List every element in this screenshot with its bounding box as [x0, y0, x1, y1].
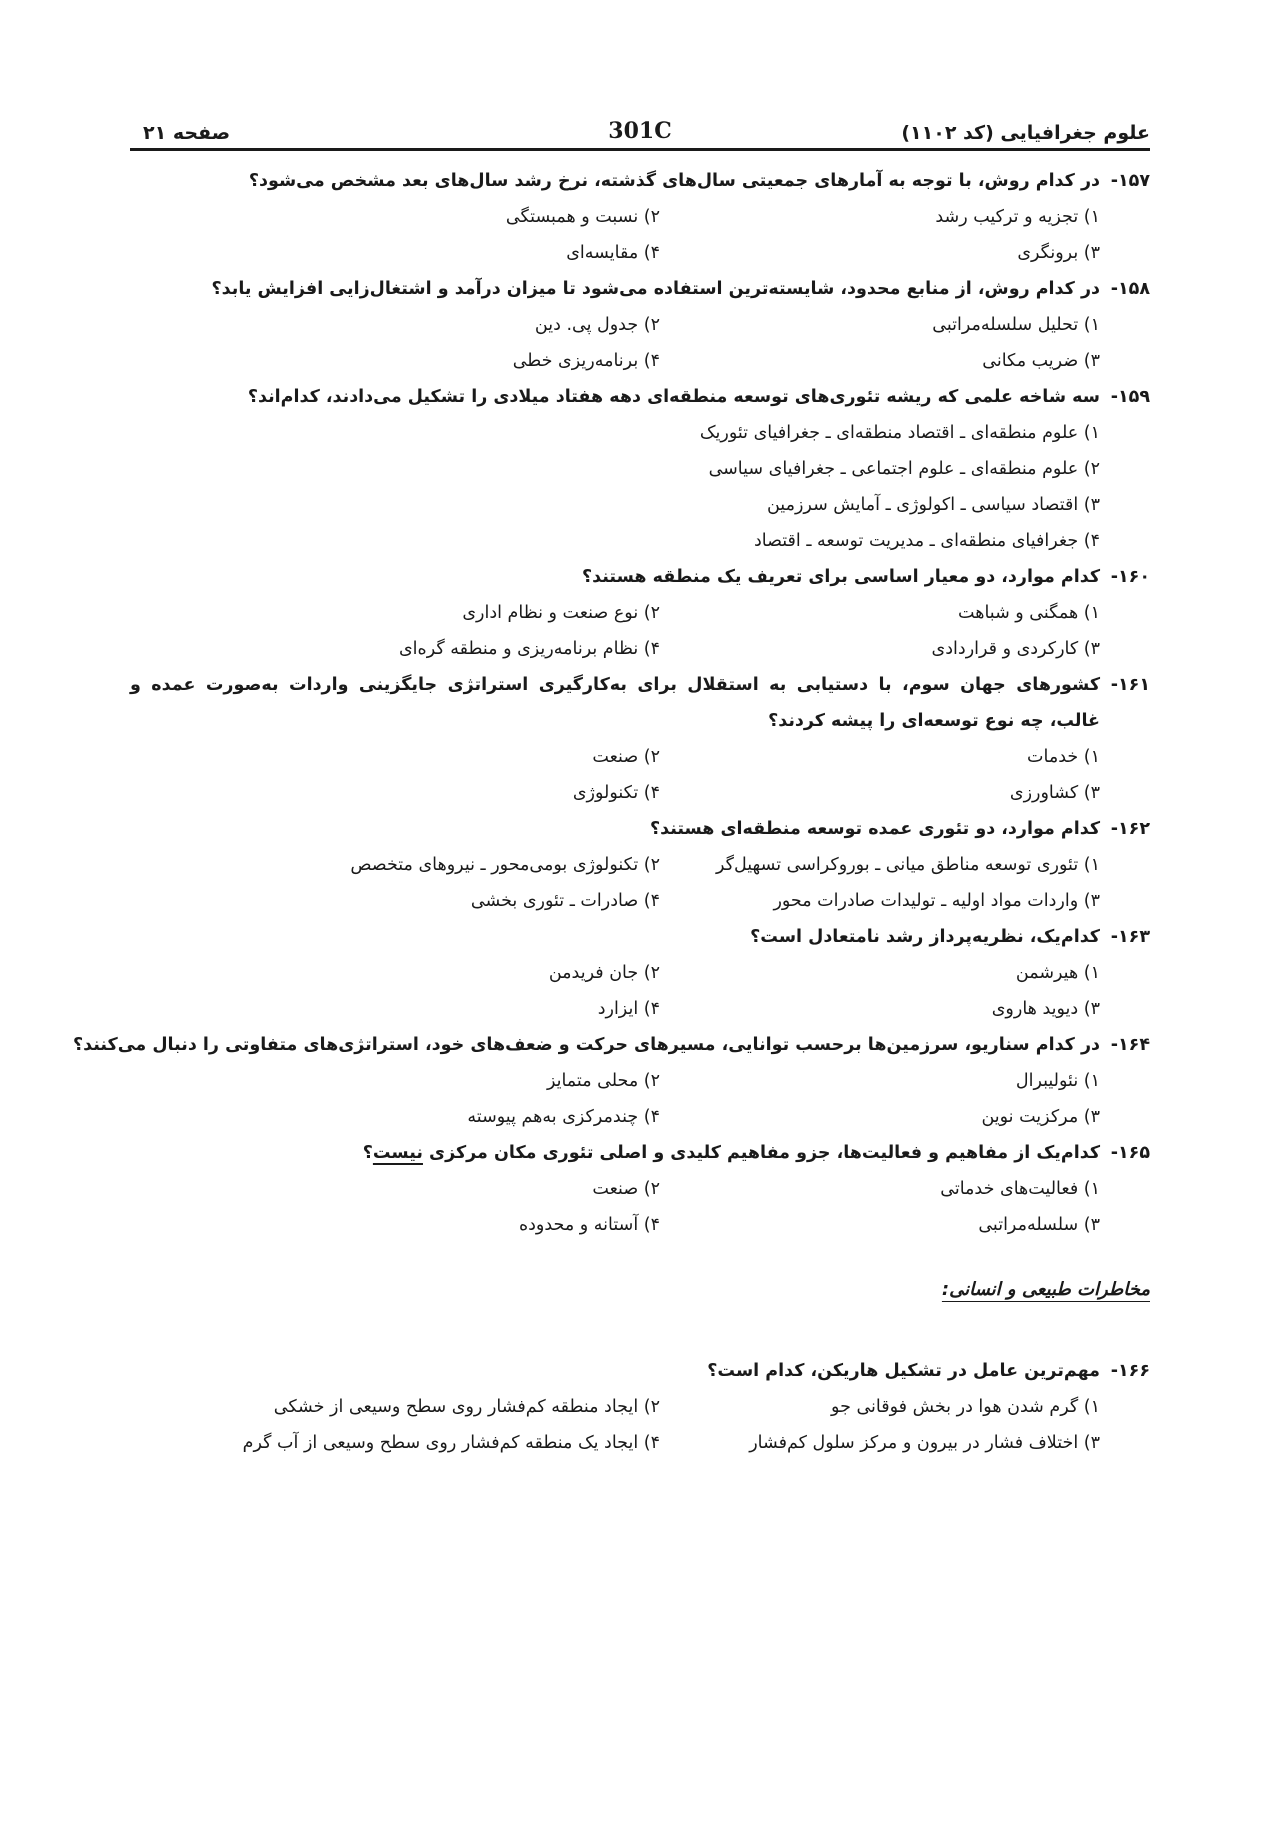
option-3[interactable]: ۳) برونگری	[1017, 243, 1100, 263]
option-4[interactable]: ۴) نظام برنامه‌ریزی و منطقه گره‌ای	[398, 639, 660, 659]
question-number: ۱۵۷-	[1110, 171, 1150, 191]
option-1[interactable]: ۱) گرم شدن هوا در بخش فوقانی جو	[831, 1397, 1100, 1417]
question-158	[130, 271, 1150, 379]
option-3[interactable]: ۳) کشاورزی	[1009, 783, 1100, 803]
option-2[interactable]: ۲) محلی متمایز	[546, 1071, 660, 1091]
question-number: ۱۶۶-	[1110, 1361, 1150, 1381]
question-number: ۱۶۱-	[1110, 675, 1150, 695]
option-4[interactable]: ۴) ایزارد	[597, 999, 660, 1019]
question-number: ۱۶۵-	[1110, 1143, 1150, 1163]
page-number: صفحه ۲۱	[143, 122, 231, 144]
question-157	[130, 163, 1150, 271]
question-text: در کدام روش، از منابع محدود، شایسته‌ترین استفاده می‌شود تا میزان درآمد و اشتغال‌زایی افزایش یابد؟	[211, 279, 1100, 299]
question-159	[130, 379, 1150, 559]
option-3[interactable]: ۳) دیوید هاروی	[991, 999, 1100, 1019]
question-161	[130, 667, 1150, 811]
question-number: ۱۶۲-	[1110, 819, 1150, 839]
question-text-main: کدام‌یک از مفاهیم و فعالیت‌ها، جزو مفاهیم کلیدی و اصلی تئوری مکان مرکزی	[422, 1143, 1100, 1163]
option-1[interactable]: ۱) فعالیت‌های خدماتی	[940, 1179, 1100, 1199]
option-1[interactable]: ۱) تحلیل سلسله‌مراتبی	[932, 315, 1100, 335]
question-text: کدام‌یک، نظریه‌پرداز رشد نامتعادل است؟	[750, 927, 1100, 947]
exam-page	[73, 100, 1150, 1461]
page-header	[130, 100, 1150, 151]
option-3[interactable]: ۳) سلسله‌مراتبی	[978, 1215, 1100, 1235]
section-title: مخاطرات طبیعی و انسانی:	[941, 1279, 1150, 1300]
option-3[interactable]: ۳) واردات مواد اولیه ـ تولیدات صادرات محور	[773, 891, 1100, 911]
option-1[interactable]: ۱) تجزیه و ترکیب رشد	[935, 207, 1100, 227]
option-1[interactable]: ۱) هیرشمن	[1015, 963, 1100, 983]
question-text: سه شاخه علمی که ریشه تئوری‌های توسعه منطقه‌ای دهه هفتاد میلادی را تشکیل می‌دادند، کدام‌اند؟	[247, 387, 1100, 407]
option-1[interactable]: ۱) علوم منطقه‌ای ـ اقتصاد منطقه‌ای ـ جغرافیای تئوریک	[699, 423, 1100, 443]
question-text-line-1: کشورهای جهان سوم، با دستیابی به استقلال برای به‌کارگیری استراتژی جایگزینی واردات به‌صورت عمده و	[130, 675, 1100, 695]
question-160	[130, 559, 1150, 667]
option-2[interactable]: ۲) جان فریدمن	[548, 963, 660, 983]
question-text	[130, 1135, 1100, 1171]
question-mark: ؟	[362, 1143, 373, 1163]
question-text: کدام موارد، دو تئوری عمده توسعه منطقه‌ای هستند؟	[649, 819, 1100, 839]
option-3[interactable]: ۳) اختلاف فشار در بیرون و مرکز سلول کم‌فشار	[749, 1433, 1100, 1453]
option-3[interactable]: ۳) ضریب مکانی	[982, 351, 1100, 371]
option-4[interactable]: ۴) تکنولوژی	[572, 783, 660, 803]
question-text: در کدام روش، با توجه به آمارهای جمعیتی سال‌های گذشته، نرخ رشد سال‌های بعد مشخص می‌شود؟	[248, 171, 1100, 191]
booklet-code: 301C	[608, 118, 672, 144]
question-162	[130, 811, 1150, 919]
option-2[interactable]: ۲) نوع صنعت و نظام اداری	[462, 603, 660, 623]
option-3[interactable]: ۳) مرکزیت نوین	[981, 1107, 1100, 1127]
option-4[interactable]: ۴) صادرات ـ تئوری بخشی	[470, 891, 660, 911]
option-4[interactable]: ۴) ایجاد یک منطقه کم‌فشار روی سطح وسیعی از آب گرم	[242, 1433, 660, 1453]
question-number: ۱۵۹-	[1110, 387, 1150, 407]
option-2[interactable]: ۲) صنعت	[592, 1179, 660, 1199]
question-163	[130, 919, 1150, 1027]
option-4[interactable]: ۴) جغرافیای منطقه‌ای ـ مدیریت توسعه ـ اقتصاد	[753, 531, 1100, 551]
option-2[interactable]: ۲) نسبت و همبستگی	[505, 207, 660, 227]
question-number: ۱۶۳-	[1110, 927, 1150, 947]
question-165	[130, 1135, 1150, 1243]
option-1[interactable]: ۱) نئولیبرال	[1015, 1071, 1100, 1091]
question-164	[73, 1027, 1150, 1135]
option-1[interactable]: ۱) تئوری توسعه مناطق میانی ـ بوروکراسی تسهیل‌گر	[716, 855, 1100, 875]
subject-title: علوم جغرافیایی (کد ۱۱۰۲)	[901, 122, 1150, 144]
option-4[interactable]: ۴) چندمرکزی به‌هم پیوسته	[467, 1107, 660, 1127]
option-3[interactable]: ۳) کارکردی و قراردادی	[931, 639, 1100, 659]
option-4[interactable]: ۴) آستانه و محدوده	[518, 1215, 660, 1235]
question-number: ۱۶۴-	[1110, 1035, 1150, 1055]
question-text: در کدام سناریو، سرزمین‌ها برحسب توانایی، مسیرهای حرکت و ضعف‌های خود، استراتژی‌های متفاوتی را دنبال می‌کنند؟	[73, 1035, 1100, 1055]
option-2[interactable]: ۲) صنعت	[592, 747, 660, 767]
question-number: ۱۵۸-	[1110, 279, 1150, 299]
option-2[interactable]: ۲) تکنولوژی بومی‌محور ـ نیروهای متخصص	[350, 855, 660, 875]
option-2[interactable]: ۲) علوم منطقه‌ای ـ علوم اجتماعی ـ جغرافیای سیاسی	[708, 459, 1100, 479]
question-166	[130, 1353, 1150, 1461]
option-2[interactable]: ۲) ایجاد منطقه کم‌فشار روی سطح وسیعی از خشکی	[273, 1397, 660, 1417]
option-1[interactable]: ۱) خدمات	[1027, 747, 1100, 767]
section-heading	[130, 1265, 1150, 1325]
option-3[interactable]: ۳) اقتصاد سیاسی ـ اکولوژی ـ آمایش سرزمین	[766, 495, 1100, 515]
question-text-line-2: غالب، چه نوع توسعه‌ای را پیشه کردند؟	[768, 711, 1100, 731]
question-text: مهم‌ترین عامل در تشکیل هاریکن، کدام است؟	[707, 1361, 1100, 1381]
option-4[interactable]: ۴) مقایسه‌ای	[566, 243, 660, 263]
option-1[interactable]: ۱) همگنی و شباهت	[958, 603, 1100, 623]
question-number: ۱۶۰-	[1110, 567, 1150, 587]
negation-emphasis: نیست	[372, 1143, 423, 1163]
question-text: کدام موارد، دو معیار اساسی برای تعریف یک منطقه هستند؟	[582, 567, 1100, 587]
option-2[interactable]: ۲) جدول پی. دین	[534, 315, 660, 335]
option-4[interactable]: ۴) برنامه‌ریزی خطی	[512, 351, 660, 371]
